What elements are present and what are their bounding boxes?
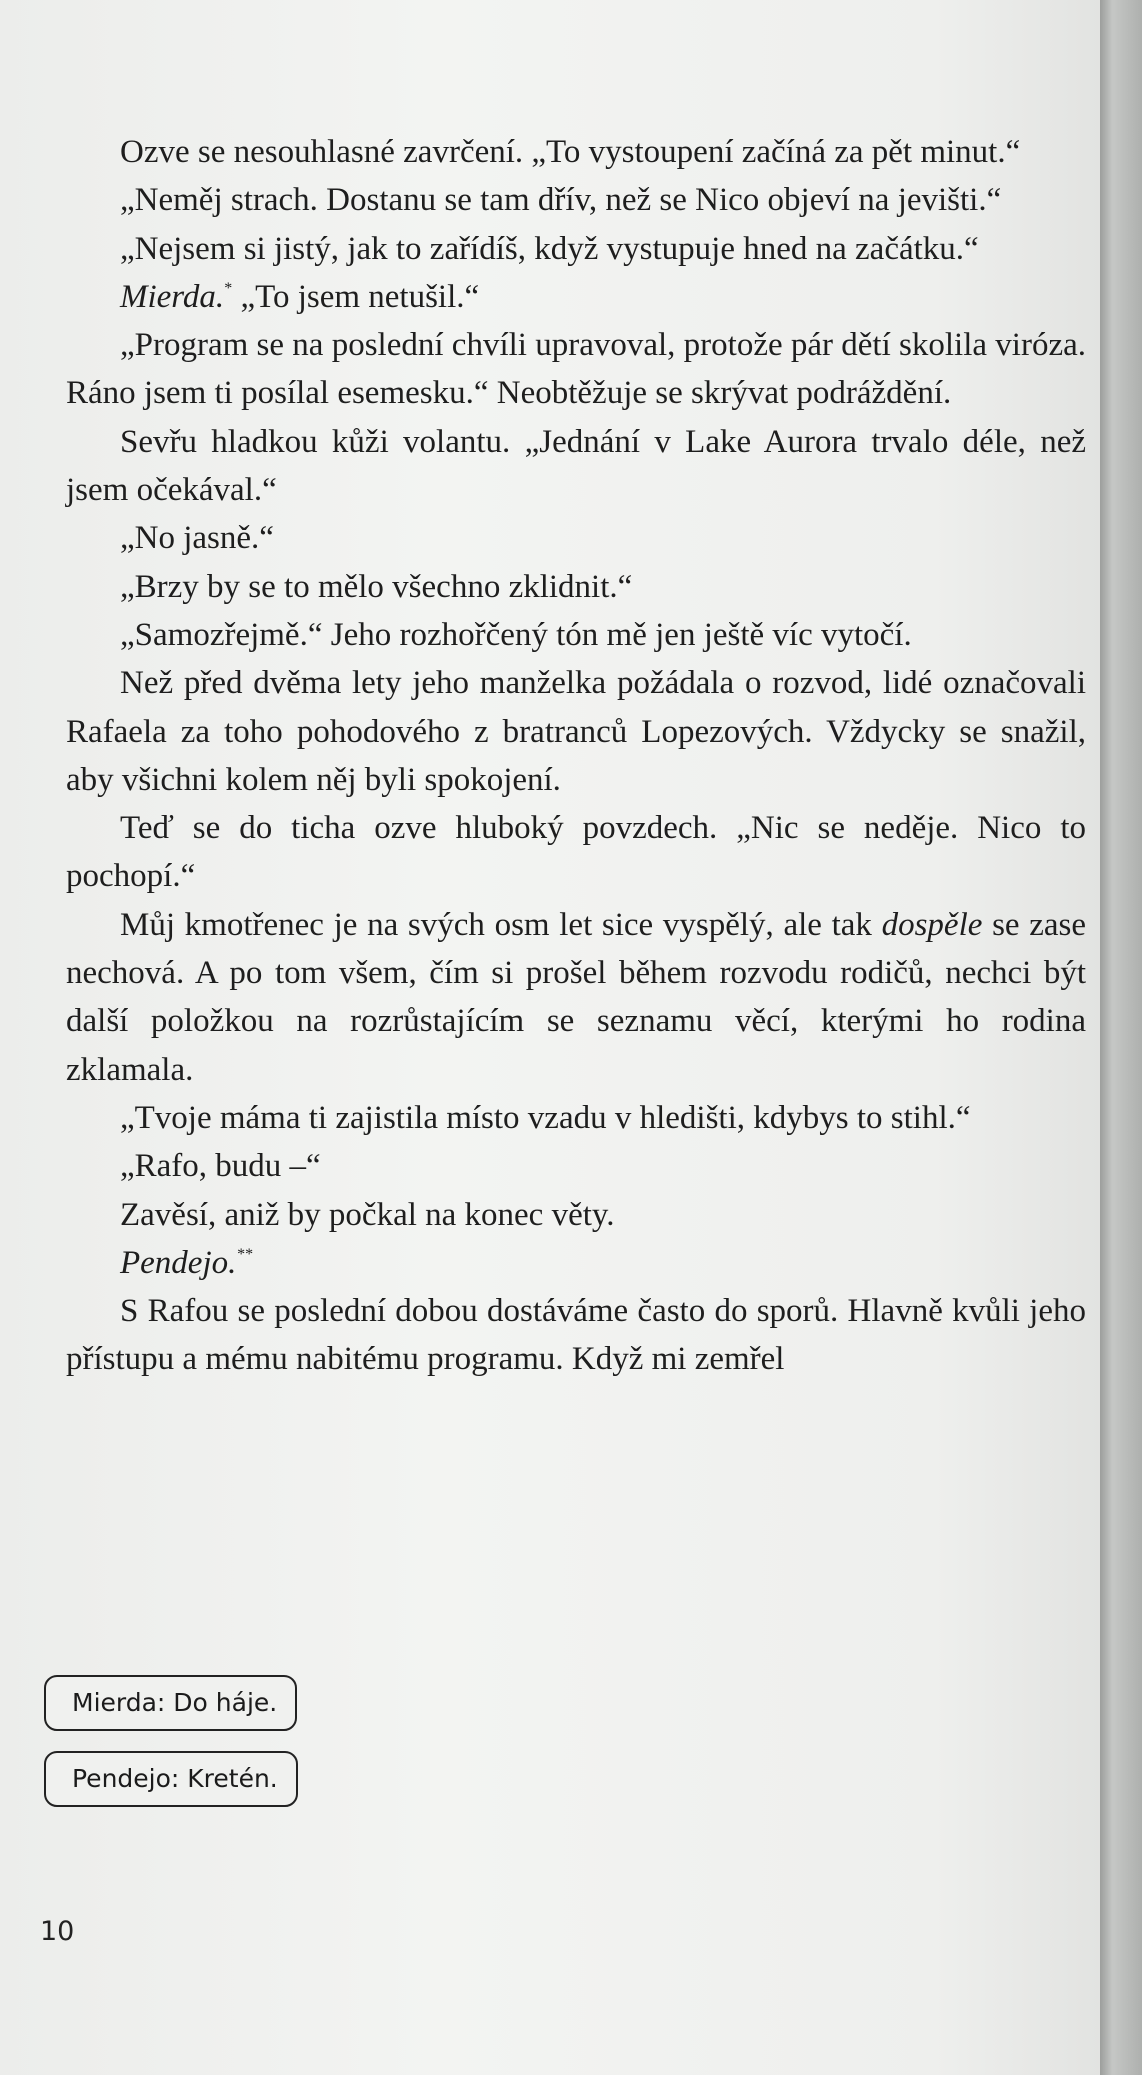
italic-word-mierda: Mierda. bbox=[120, 278, 225, 315]
paragraph: Ozve se nesouhlasné zavrčení. „To vystoupení začíná za pět minut.“ bbox=[120, 134, 1021, 170]
paragraph: „Samozřejmě.“ Jeho rozhořčený tón mě jen ještě víc vytočí. bbox=[120, 616, 912, 653]
paragraph-text: se zase nechová. A po tom všem, čím si prošel během rozvodu rodičů, nechci být další položkou na rozrůstajícím se seznamu věcí, kterými ho rodina zklamala. bbox=[66, 906, 1087, 1088]
paragraph: „Neměj strach. Dostanu se tam dřív, než se Nico objeví na jevišti.“ bbox=[120, 182, 1002, 219]
page-edge-shadow bbox=[1100, 0, 1142, 2075]
footnote-mierda: Mierda: Do háje. bbox=[44, 1675, 297, 1731]
footnote-mark: ** bbox=[236, 1245, 253, 1263]
paragraph bbox=[66, 273, 1086, 321]
paragraph: „Tvoje máma ti zajistila místo vzadu v hledišti, kdybys to stihl.“ bbox=[120, 1099, 971, 1136]
footnote-mark: * bbox=[224, 279, 233, 297]
page-number: 10 bbox=[40, 1916, 75, 1947]
paragraph: Sevřu hladkou kůži volantu. „Jednání v Lake Aurora trvalo déle, než jsem očekával.“ bbox=[66, 423, 1086, 509]
paragraph: „Brzy by se to mělo všechno zklidnit.“ bbox=[120, 568, 633, 605]
paragraph: Zavěsí, aniž by počkal na konec věty. bbox=[120, 1196, 615, 1233]
paragraph: „Rafo, budu –“ bbox=[120, 1148, 321, 1185]
footnotes bbox=[44, 1675, 298, 1827]
paragraph: „Program se na poslední chvíli upravoval, protože pár dětí skolila viróza. Ráno jsem ti posílal esemesku.“ Neobtěžuje se skrývat podráždění. bbox=[66, 327, 1086, 412]
paragraph: S Rafou se poslední dobou dostáváme často do sporů. Hlavně kvůli jeho přístupu a mému nabitému programu. Když mi zemřel bbox=[66, 1293, 1086, 1378]
paragraph: Než před dvěma lety jeho manželka požádala o rozvod, lidé označovali Rafaela za toho pohodového z bratranců Lopezových. Vždycky se snažil, aby všichni kolem něj byli spokojení. bbox=[66, 665, 1086, 798]
italic-word-dospele: dospěle bbox=[881, 906, 983, 943]
paragraph bbox=[66, 901, 1086, 1094]
body-text bbox=[66, 128, 1086, 1384]
footnote-pendejo: Pendejo: Kretén. bbox=[44, 1751, 298, 1807]
paragraph-text: „To jsem netušil.“ bbox=[240, 278, 480, 315]
paragraph: „Nejsem si jistý, jak to zařídíš, když vystupuje hned na začátku.“ bbox=[120, 230, 979, 267]
paragraph-text: Můj kmotřenec je na svých osm let sice vyspělý, ale tak bbox=[120, 906, 872, 943]
italic-word-pendejo: Pendejo. bbox=[120, 1244, 237, 1281]
paragraph: Teď se do ticha ozve hluboký povzdech. „Nic se neděje. Nico to pochopí.“ bbox=[66, 810, 1086, 895]
paragraph bbox=[66, 1239, 1086, 1287]
paragraph: „No jasně.“ bbox=[120, 520, 274, 557]
